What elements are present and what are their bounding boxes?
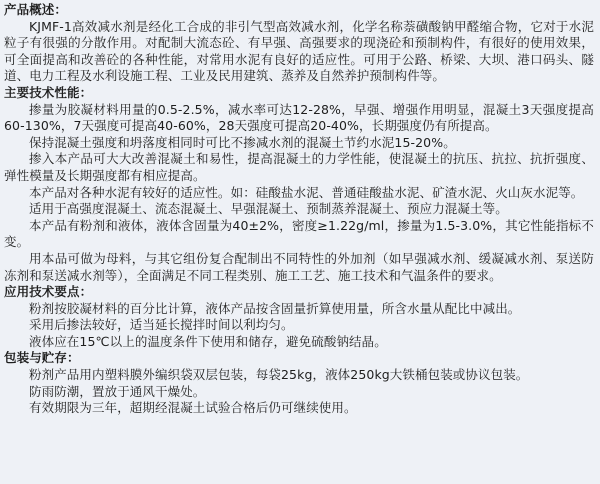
- storage-paragraph: 粉剂产品用内塑料膜外编织袋双层包装，每袋25kg，液体250kg大铁桶包装或协议包装。: [29, 367, 529, 383]
- specs-paragraph: 用本品可做为母料，与其它组份复合配制出不同特性的外加剂（如早强减水剂、缓凝减水剂、泵送防冻剂和泵送减水剂等），全面满足不同工程类别、施工工艺、施工技术和气温条件的要求。: [4, 250, 594, 283]
- storage-paragraph: 防雨防潮，置放于通风干燥处。: [29, 383, 206, 399]
- specs-paragraph: 保持混凝土强度和坍落度相同时可比不掺减水剂的混凝土节约水泥15-20%。: [29, 134, 456, 150]
- specs-paragraph: 适用于高强度混凝土、流态混凝土、早强混凝土、预制蒸养混凝土、预应力混凝土等。: [29, 201, 508, 217]
- application-paragraph: 粉剂按胶凝材料的百分比计算，液体产品按含固量折算使用量，所含水量从配比中减出。: [29, 300, 521, 316]
- specs-paragraph: 掺入本产品可大大改善混凝土和易性，提高混凝土的力学性能，使混凝土的抗压、抗拉、抗折强度、弹性模量及长期强度都有相应提高。: [4, 151, 594, 183]
- overview-heading: 产品概述：: [4, 2, 68, 17]
- application-paragraph: 采用后掺法较好，适当延长搅拌时间以利均匀。: [29, 317, 294, 333]
- specs-paragraph: 本产品对各种水泥有较好的适应性。如：硅酸盐水泥、普通硅酸盐水泥、矿渣水泥、火山灰水泥等。: [29, 184, 584, 200]
- storage-heading: 包装与贮存：: [4, 350, 80, 366]
- specs-heading: 主要技术性能：: [4, 84, 93, 100]
- application-heading: 应用技术要点：: [4, 284, 93, 300]
- overview-paragraph: KJMF-1高效减水剂是经化工合成的非引气型高效减水剂，化学名称萘磺酸钠甲醛缩合物，它对于水泥粒子有很强的分散作用。对配制大流态砼、有早强、高强要求的现浇砼和预制构件，有很好的使用效果，可全面提高和改善砼的各种性能，对常用水泥有良好的适应性。可用于公路、桥梁、大坝、港口码头、隧道、电力工程及水利设施工程、工业及民用建筑、蒸养及自然养护预制构件等。: [4, 18, 594, 84]
- specs-paragraph: 本产品有粉剂和液体，液体含固量为40±2%，密度≥1.22g/ml，掺量为1.5-3.0%，其它性能指标不变。: [4, 217, 594, 250]
- application-paragraph: 液体应在15℃以上的温度条件下使用和储存，避免硫酸钠结晶。: [29, 333, 387, 349]
- storage-paragraph: 有效期限为三年，超期经混凝土试验合格后仍可继续使用。: [29, 400, 357, 416]
- specs-paragraph: 掺量为胶凝材料用量的0.5-2.5%，减水率可达12-28%，早强、增强作用明显，混凝土3天强度提高60-130%，7天强度可提高40-60%，28天强度可提高20-40%，长期强度仍有所提高。: [4, 101, 594, 134]
